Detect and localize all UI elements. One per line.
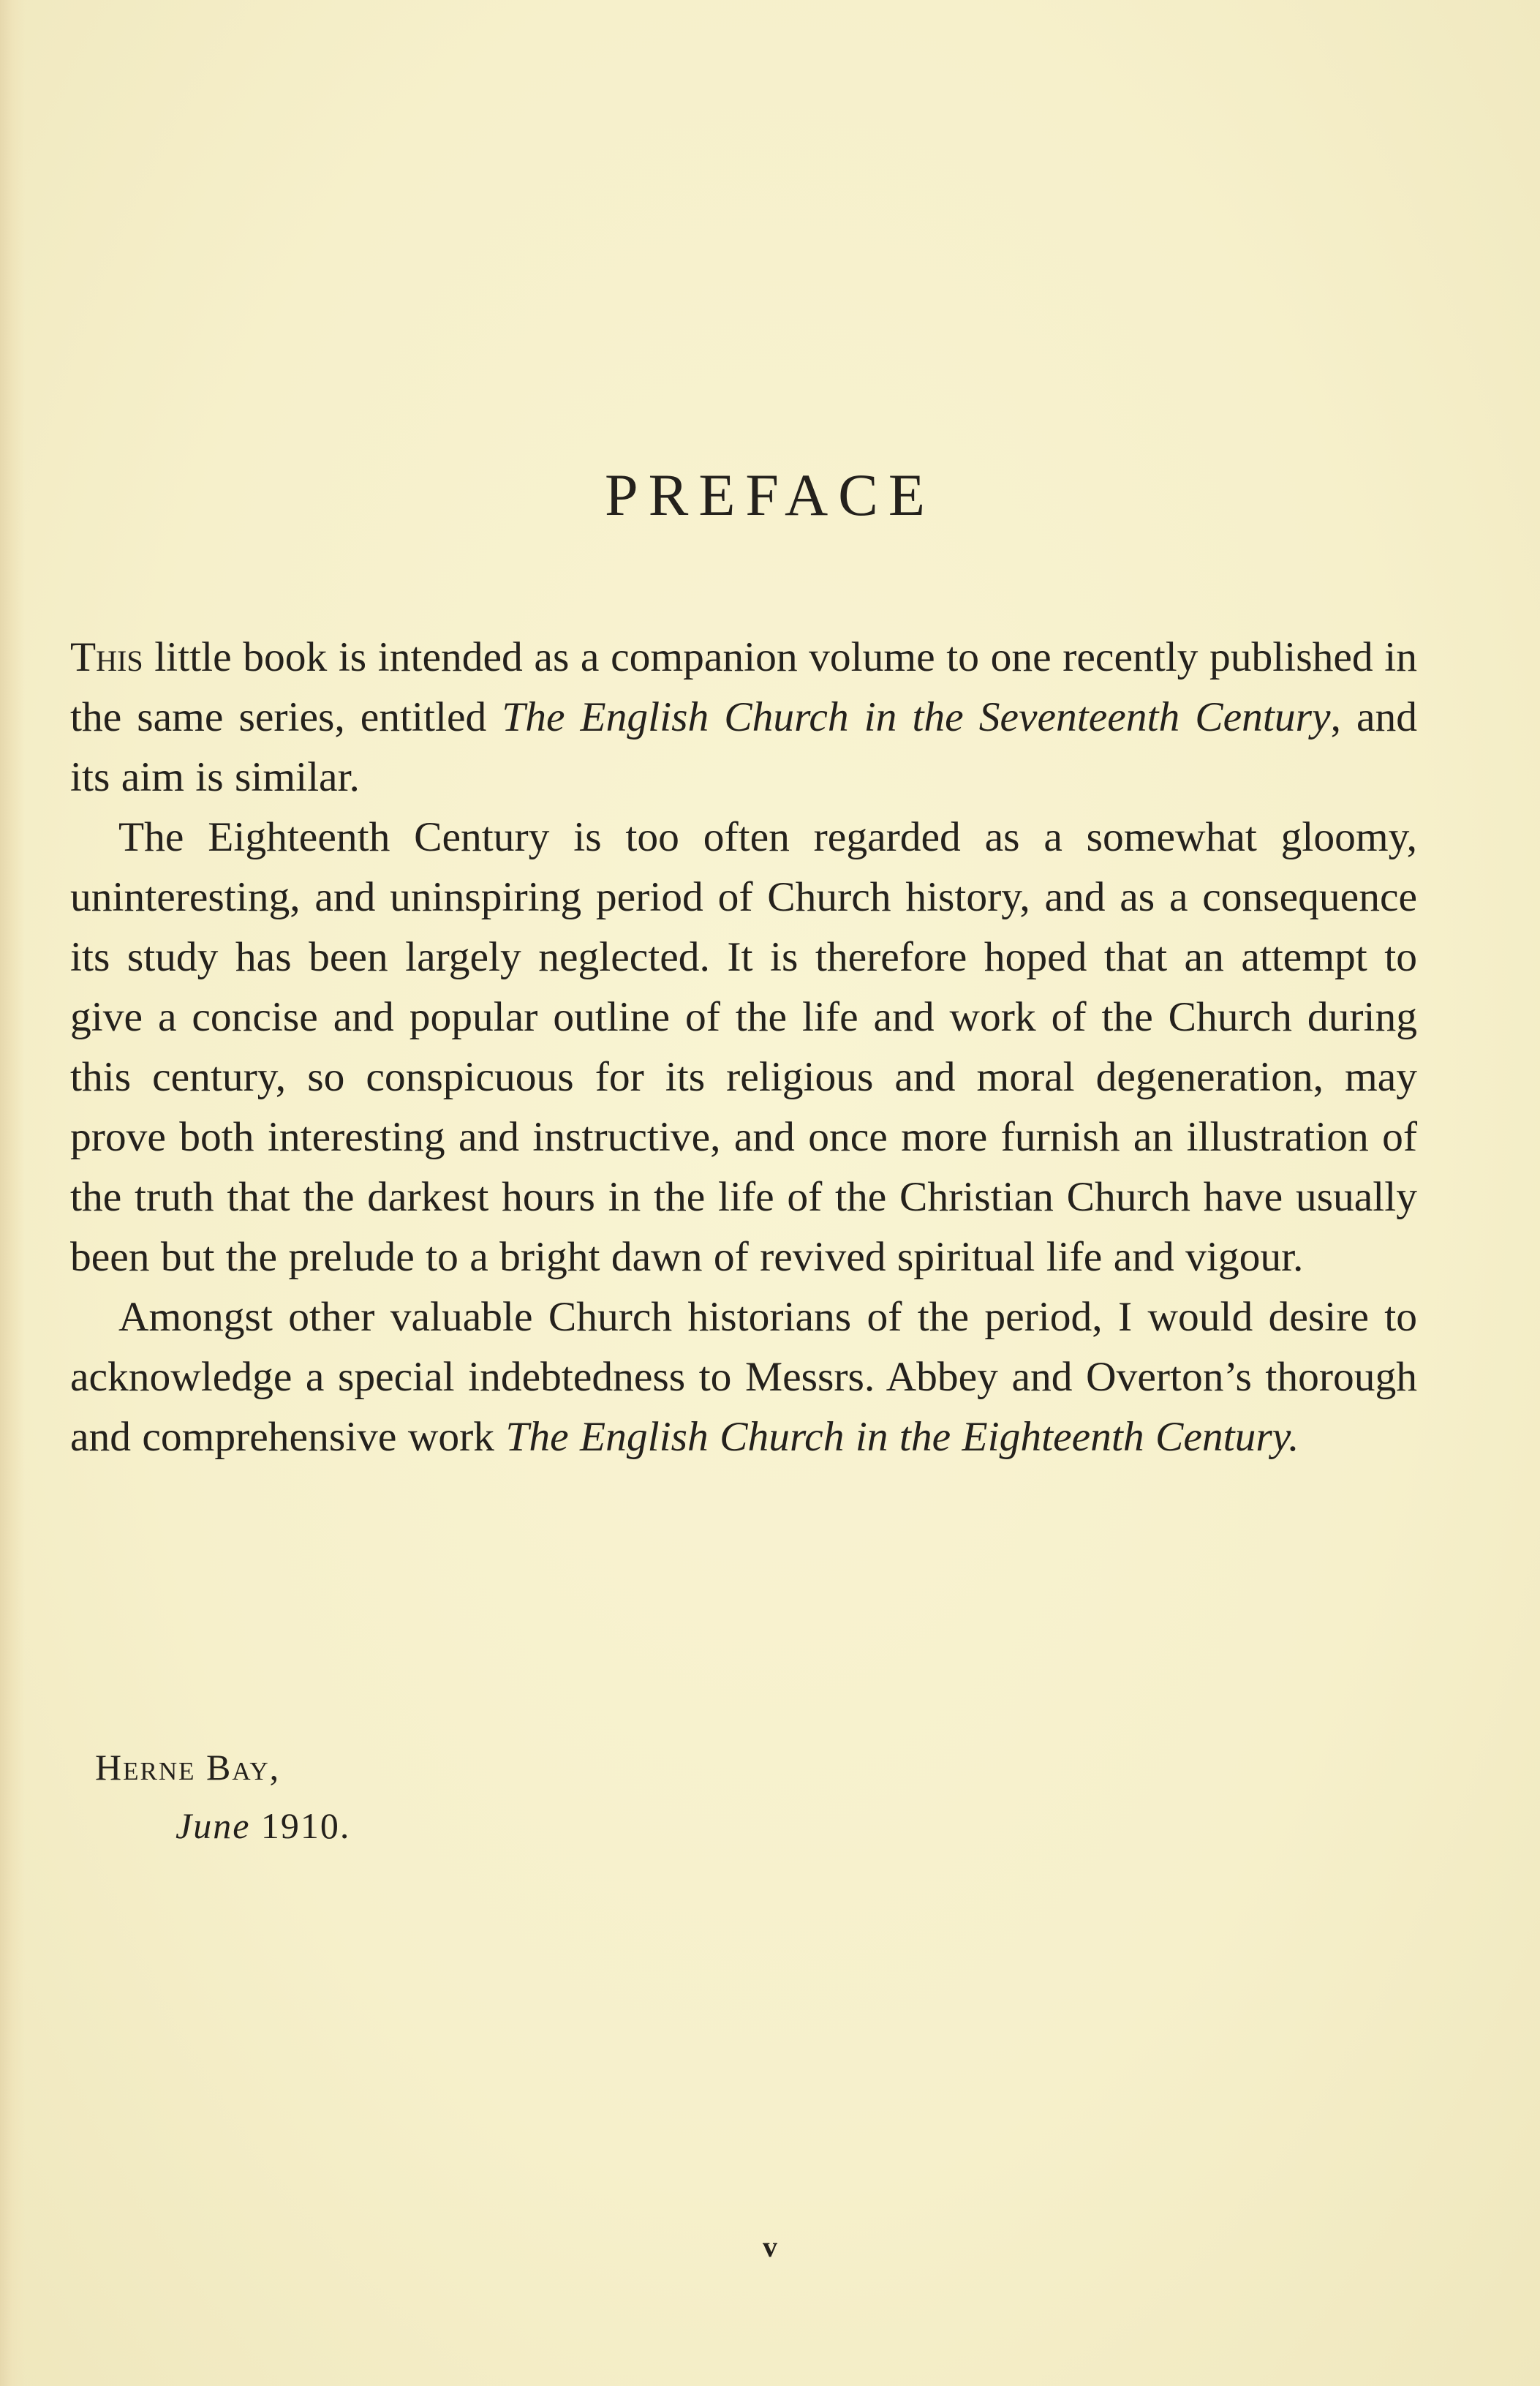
page-number: v <box>763 2230 777 2263</box>
book-title-eighteenth: The English Church in the Eighteenth Century. <box>505 1414 1299 1460</box>
signature-block <box>95 1738 350 1855</box>
paragraph-1-text-b: , and its aim is similar. <box>70 694 1417 800</box>
signature-year: 1910. <box>250 1805 351 1846</box>
paragraph-2: The Eighteenth Century is too often regarded as a somewhat gloomy, uninteresting, and uninspiring period of Church history, and as a consequence its study has been largely neglected. It is therefore hoped that an attempt to give a concise and popular outline of the life and work of the Church during this century, so conspicuous for its religious and moral degeneration, may prove both interesting and instructive, and once more furnish an illustration of the truth that the darkest hours in the life of the Christian Church have usually been but the prelude to a bright dawn of revived spiritual life and vigour. <box>70 814 1417 1280</box>
page-edge-shadow <box>0 0 25 2386</box>
signature-month: June <box>175 1805 251 1846</box>
paragraph-1-lead: This <box>70 634 143 680</box>
page-title: PREFACE <box>605 462 935 528</box>
signature-date <box>95 1796 350 1855</box>
paragraph-3-text-a: Amongst other valuable Church historians of the period, I would desire to acknowledge a special indebtedness to Messrs. Abbey and Overton’s thorough and comprehensive work <box>70 1294 1417 1460</box>
signature-place: Herne Bay, <box>95 1747 281 1788</box>
preface-body <box>70 628 1417 1467</box>
paragraph-1 <box>70 628 1417 808</box>
book-title-seventeenth: The English Church in the Seventeenth Century <box>502 694 1331 740</box>
paragraph-1-text-a: little book is intended as a companion volume to one recently published in the same series, entitled <box>70 634 1417 740</box>
paragraph-3 <box>70 1287 1417 1467</box>
